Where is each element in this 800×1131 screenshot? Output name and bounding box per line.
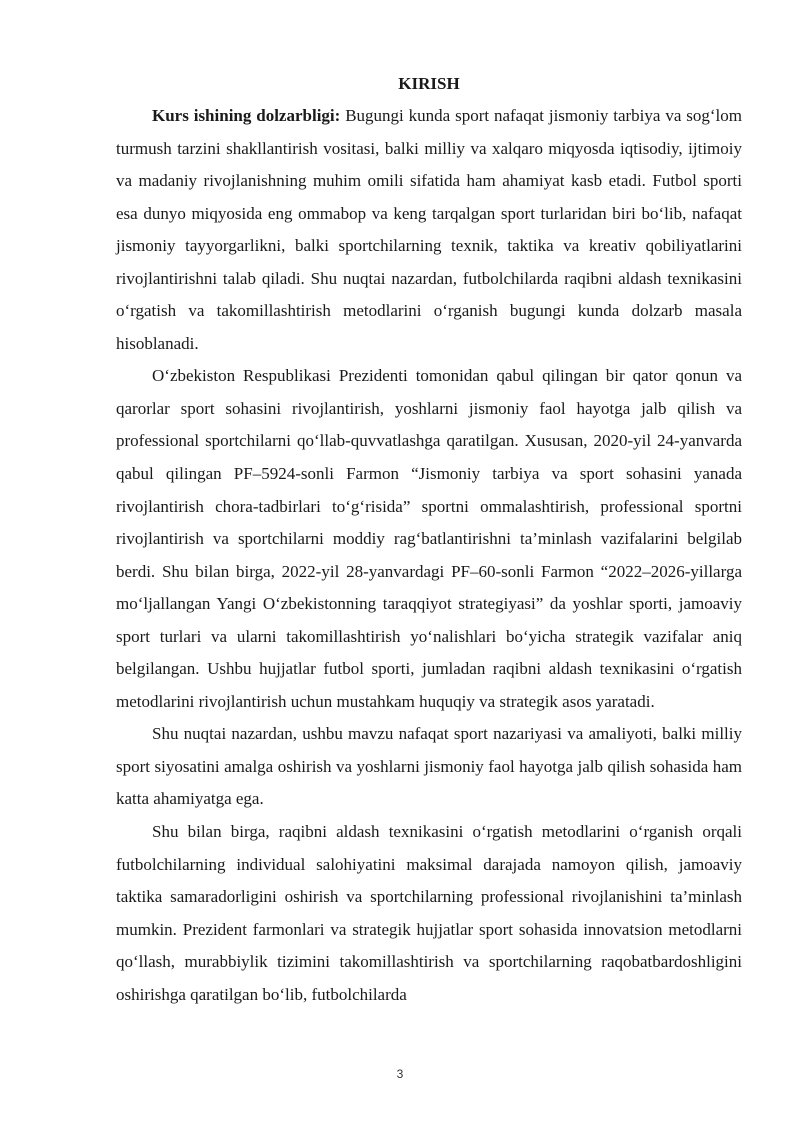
page-content [116,72,742,1011]
paragraph-text: Shu bilan birga, raqibni aldash texnikasini o‘rgatish metodlarini o‘rganish orqali futbolchilarning individual salohiyatini maksimal darajada namoyon qilish, jamoaviy taktika samaradorligini oshirish va sportchilarning professional rivojlanishini ta’minlash mumkin. Prezident farmonlari va strategik hujjatlar sport sohasida innovatsion metodlarni qo‘llash, murabbiylik tizimini takomillashtirish va sportchilarning raqobatbardoshligini oshirishga qaratilgan bo‘lib, futbolchilarda [116,822,742,1004]
section-title: KIRISH [398,74,460,93]
paragraph-3 [116,718,742,816]
paragraph-2 [116,360,742,718]
paragraph-4 [116,816,742,1011]
paragraph-text: O‘zbekiston Respublikasi Prezidenti tomonidan qabul qilingan bir qator qonun va qarorlar sport sohasini rivojlantirish, yoshlarni jismoniy faol hayotga jalb qilish va professional sportchilarni qo‘llab-quvvatlashga qaratilgan. Xususan, 2020-yil 24-yanvarda qabul qilingan PF–5924-sonli Farmon “Jismoniy tarbiya va sport sohasini yanada rivojlantirish chora-tadbirlari to‘g‘risida” sportni ommalashtirish, professional sportni rivojlantirish va sportchilarni moddiy rag‘batlantirishni ta’minlash vazifalarini belgilab berdi. Shu bilan birga, 2022-yil 28-yanvardagi PF–60-sonli Farmon “2022–2026-yillarga mo‘ljallangan Yangi O‘zbekistonning taraqqiyot strategiyasi” da yoshlar sporti, jamoaviy sport turlari va ularni takomillashtirish yo‘nalishlari bo‘yicha strategik vazifalar aniq belgilangan. Ushbu hujjatlar futbol sporti, jumladan raqibni aldash texnikasini o‘rgatish metodlarini rivojlantirish uchun mustahkam huquqiy va strategik asos yaratadi. [116,366,742,711]
paragraph-1 [116,100,742,360]
paragraph-text: Shu nuqtai nazardan, ushbu mavzu nafaqat sport nazariyasi va amaliyoti, balki milliy sport siyosatini amalga oshirish va yoshlarni jismoniy faol hayotga jalb qilish sohasida ham katta ahamiyatga ega. [116,724,742,809]
page-number: 3 [396,1067,404,1081]
paragraph-text: Bugungi kunda sport nafaqat jismoniy tarbiya va sog‘lom turmush tarzini shakllantirish vositasi, balki milliy va xalqaro miqyosda iqtisodiy, ijtimoiy va madaniy rivojlanishning muhim omili sifatida ham ahamiyat kasb etadi. Futbol sporti esa dunyo miqyosida eng ommabop va keng tarqalgan sport turlaridan biri bo‘lib, nafaqat jismoniy tayyorgarlikni, balki sportchilarning texnik, taktika va kreativ qobiliyatlarini rivojlantirishni talab qiladi. Shu nuqtai nazardan, futbolchilarda raqibni aldash texnikasini o‘rgatish va takomillashtirish metodlarini o‘rganish bugungi kunda dolzarb masala hisoblanadi. [116,106,742,353]
paragraph-lead: Kurs ishining dolzarbligi: [152,106,341,125]
